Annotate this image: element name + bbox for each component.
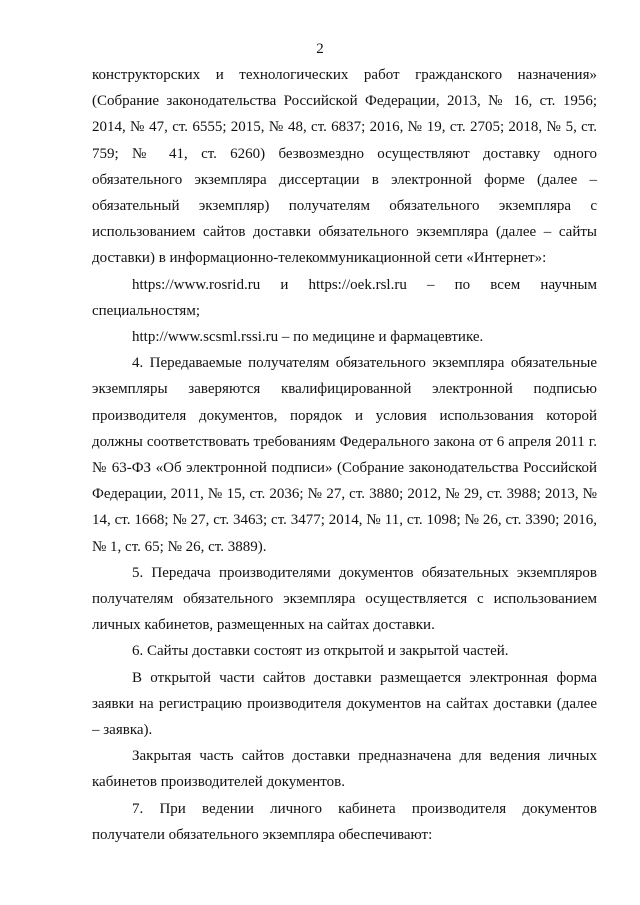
paragraph-closed-part: Закрытая часть сайтов доставки предназначена для ведения личных кабинетов производителей документов. — [92, 748, 597, 791]
paragraph-item-5: 5. Передача производителями документов обязательных экземпляров получателям обязательного экземпляра осуществляется с использованием личных кабинетов, размещенных на сайтах доставки. — [92, 564, 597, 634]
paragraph-intro-continuation: конструкторских и технологических работ гражданского назначения» (Собрание законодательства Российской Федерации, 2013, № 16, ст. 1956; 2014, № 47, ст. 6555; 2015, № 48, ст. 6837; 2016, № 19, ст. 2705; 2018, № 5, ст. 759; № 41, ст. 6260) безвозмездно осуществляют доставку одного обязательного экземпляра диссертации в электронной форме (далее – обязательный экземпляр) получателям обязательного экземпляра с использованием сайтов доставки обязательного экземпляра (далее – сайты доставки) в информационно-телекоммуникационной сети «Интернет»: — [92, 67, 597, 267]
document-body — [92, 62, 597, 848]
page-number: 2 — [316, 41, 324, 57]
paragraph-open-part: В открытой части сайтов доставки размещается электронная форма заявки на регистрацию производителя документов на сайтах доставки (далее – заявка). — [92, 669, 597, 739]
paragraph-item-4: 4. Передаваемые получателям обязательного экземпляра обязательные экземпляры заверяются квалифицированной электронной подписью производителя документов, порядок и условия использования которой должны соответствовать требованиям Федерального закона от 6 апреля 2011 г. № 63-ФЗ «Об электронной подписи» (Собрание законодательства Российской Федерации, 2011, № 15, ст. 2036; № 27, ст. 3880; 2012, № 29, ст. 3988; 2013, № 14, ст. 1668; № 27, ст. 3463; ст. 3477; 2014, № 11, ст. 1098; № 26, ст. 3390; 2016, № 1, ст. 65; № 26, ст. 3889). — [92, 355, 597, 555]
paragraph-item-6: 6. Сайты доставки состоят из открытой и закрытой частей. — [132, 643, 509, 660]
paragraph-item-7: 7. При ведении личного кабинета производителя документов получатели обязательного экземпляра обеспечивают: — [92, 800, 597, 843]
paragraph-urls-all-specialties: https://www.rosrid.ru и https://oek.rsl.ru – по всем научным специальностям; — [92, 276, 597, 319]
paragraph-url-medicine: http://www.scsml.rssi.ru – по медицине и фармацевтике. — [132, 329, 484, 346]
